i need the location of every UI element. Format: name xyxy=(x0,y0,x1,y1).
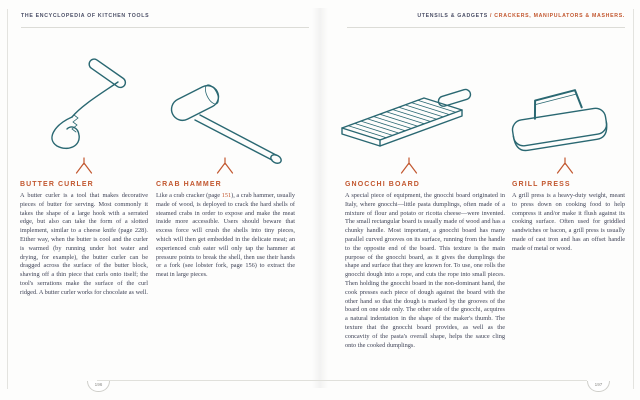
entry-body: A butter curler is a tool that makes decorative pieces of butter for serving. Most commonly it takes the shape of a large hook with a serrated edge, but also can take the form of a slotted implement, similar to a cheese knife (page 228). Either way, when the butter is cool and the curler is warmed (by running under hot water and drying, for example), the butter curler can be dragged across the surface of the butter block, shaving off a thin piece that curls onto itself; the tool's serrations make the surface of the curl ridged. A butter curler works for chocolate as well. xyxy=(20,192,148,296)
running-head-left: THE ENCYCLOPEDIA OF KITCHEN TOOLS xyxy=(21,13,150,19)
header-rule-left xyxy=(21,27,309,28)
footer-rule xyxy=(97,380,587,381)
page-reference: 151 xyxy=(221,192,232,199)
entry-body xyxy=(156,192,295,280)
entry-body-text: Like a crab cracker (page xyxy=(156,192,222,199)
page-number-right: 197 xyxy=(587,381,610,392)
entry-body-text: ), a crab hammer, usually made of wood, is deployed to crack the hard shells of steamed crabs in order to expose and make the meat inside more accessible. Users should beware that excess force will crush the shells into tiny pieces, which will then get embedded in the delicate meat; an experienced crab eater will only tap the hammer at pressure points to break the shell, then use their hands or a fork (see lobster fork, page 156) to extract the meat in large pieces. xyxy=(156,192,295,279)
left-page-edge xyxy=(7,9,8,389)
entry-title: GRILL PRESS xyxy=(512,181,571,188)
gnocchi-board-illustration xyxy=(336,82,476,162)
divider-mark-icon xyxy=(554,157,576,179)
entry-crab-hammer xyxy=(156,181,295,280)
entry-grill-press xyxy=(512,181,625,254)
divider-mark-icon xyxy=(398,157,420,179)
running-head-section: UTENSILS & GADGETS xyxy=(417,13,491,19)
grill-press-illustration xyxy=(505,84,615,154)
running-head-subsection: / CRACKERS, MANIPULATORS & MASHERS. xyxy=(490,13,625,19)
entry-title: CRAB HAMMER xyxy=(156,181,222,188)
spread-gutter xyxy=(312,8,328,388)
entry-butter-curler xyxy=(20,181,148,298)
entry-title: BUTTER CURLER xyxy=(20,181,94,188)
header-rule-right xyxy=(347,27,625,28)
right-page-edge xyxy=(633,9,634,389)
divider-mark-icon xyxy=(73,157,95,179)
page-number-left: 196 xyxy=(87,381,110,392)
entry-body: A grill press is a heavy-duty weight, meant to press down on cooking food to help compress it and/or make it flush against its cooking surface. Often used for griddled sandwiches or bacon, a grill press is usually made of cast iron and has an offset handle made of metal or wood. xyxy=(512,192,625,252)
entry-body: A special piece of equipment, the gnocchi board originated in Italy, where gnocchi—little pasta dumplings, often made of a mixture of flour and potato or ricotta cheese—were invented. The small rectangular board is usually made of wood and has a chunky handle. Most important, a gnocchi board has many parallel curved grooves on its surface, running from the handle to the opposite end of the board. This texture is the main purpose of the gnocchi board, as it gives the dumplings the shape and surface that they are known for. To use, one rolls the gnocchi dough into a rope, and cuts the rope into small pieces. Then holding the gnocchi board in the non-dominant hand, the cook presses each piece of dough against the board with the other hand so that the dough is marked by the grooves of the board on one side only. The other side of the gnocchi, acquires a natural indentation in the shape of the maker's thumb. The texture that the gnocchi board provides, as well as the concavity of the pasta's overall shape, helps the sauce cling onto the cooked dumplings. xyxy=(345,192,505,349)
butter-curler-illustration xyxy=(32,47,132,153)
entry-gnocchi-board xyxy=(345,181,505,350)
entry-title: GNOCCHI BOARD xyxy=(345,181,420,188)
running-head-right xyxy=(417,13,625,19)
divider-mark-icon xyxy=(214,157,236,179)
